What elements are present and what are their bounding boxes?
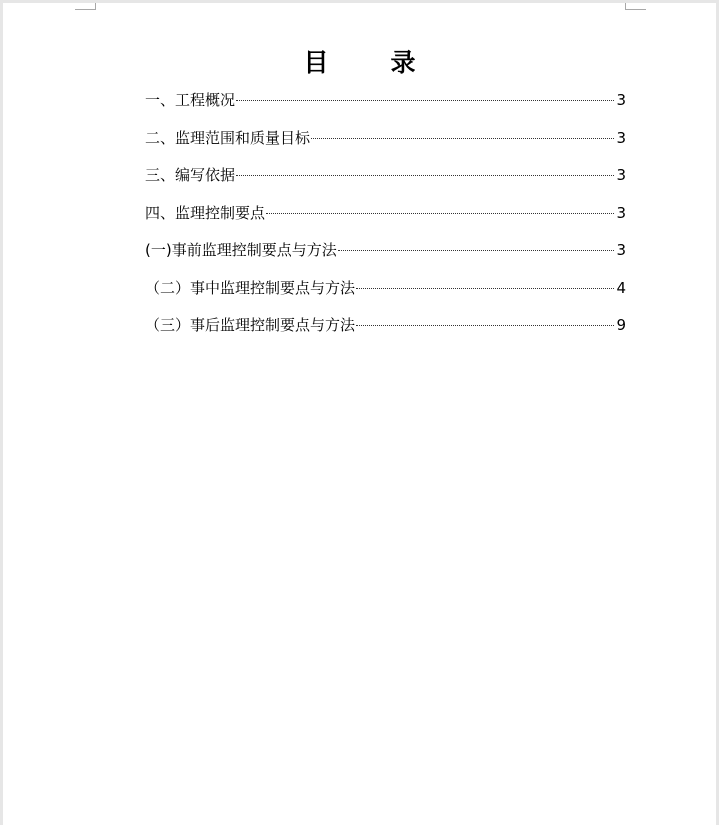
- toc-entry-label: 一、工程概况: [145, 91, 236, 109]
- toc-dot-leader: [356, 325, 614, 326]
- toc-entry-page: 3: [616, 129, 626, 147]
- toc-entry-page: 3: [616, 204, 626, 222]
- toc-dot-leader: [338, 250, 615, 251]
- margin-corner-mark-left: [75, 3, 96, 10]
- toc-dot-leader: [236, 175, 614, 176]
- toc-entry-label: （二）事中监理控制要点与方法: [145, 279, 356, 297]
- toc-entry[interactable]: [145, 89, 626, 111]
- toc-entry[interactable]: [145, 314, 626, 336]
- margin-corner-mark-right: [625, 3, 646, 10]
- toc-dot-leader: [236, 100, 614, 101]
- toc-entry-page: 3: [616, 166, 626, 184]
- toc-entry-page: 4: [616, 279, 626, 297]
- toc-entry-label: 二、监理范围和质量目标: [145, 129, 311, 147]
- toc-dot-leader: [266, 213, 614, 214]
- toc-entry[interactable]: [145, 202, 626, 224]
- document-page: [3, 3, 716, 825]
- toc-entry-page: 9: [616, 316, 626, 334]
- toc-entry[interactable]: [145, 277, 626, 299]
- toc-dot-leader: [311, 138, 614, 139]
- toc-entry[interactable]: [145, 164, 626, 186]
- toc-entry[interactable]: [145, 239, 626, 261]
- toc-entry-label: （三）事后监理控制要点与方法: [145, 316, 356, 334]
- toc-entry-page: 3: [616, 241, 626, 259]
- toc-entry-label: (一)事前监理控制要点与方法: [145, 241, 337, 259]
- toc-title: 目录: [303, 48, 478, 77]
- toc-entry[interactable]: [145, 127, 626, 149]
- toc-entry-label: 四、监理控制要点: [145, 204, 266, 222]
- toc-entry-label: 三、编写依据: [145, 166, 236, 184]
- toc-dot-leader: [356, 288, 614, 289]
- toc-entry-page: 3: [616, 91, 626, 109]
